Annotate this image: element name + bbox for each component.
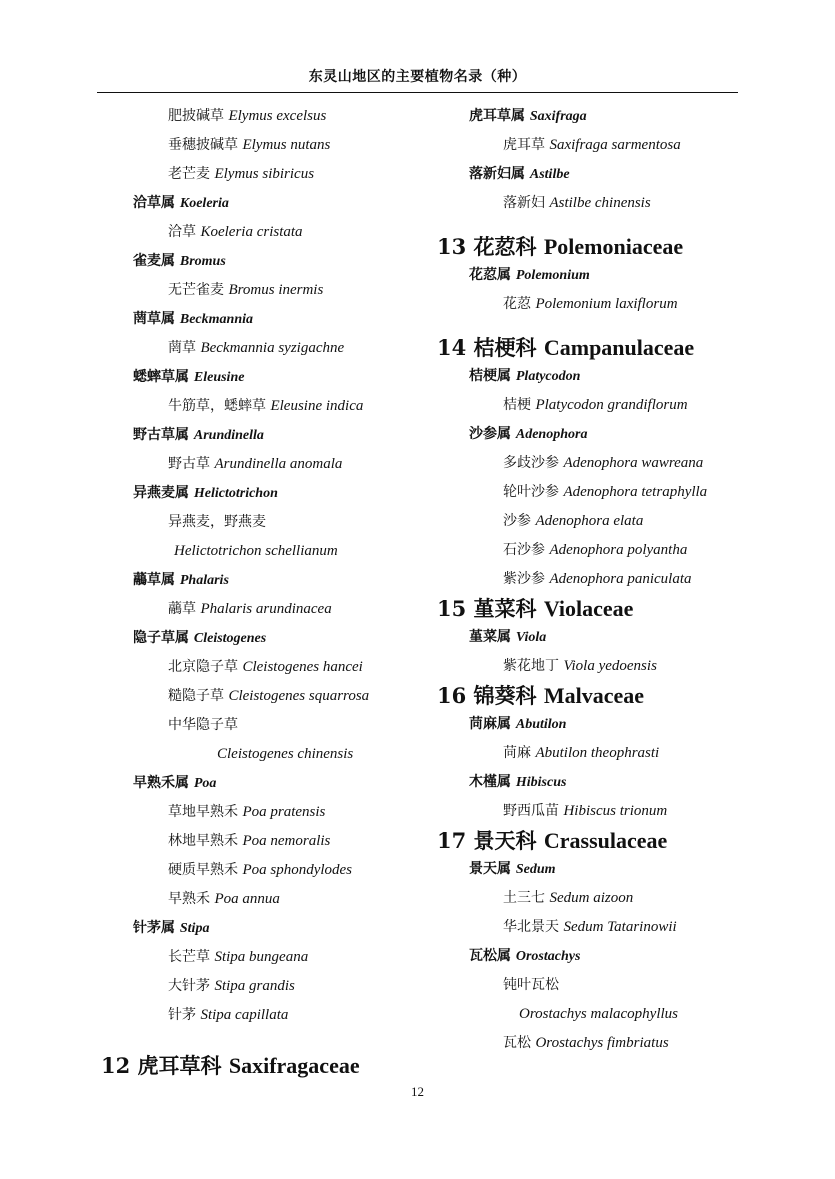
species-entry	[437, 739, 757, 768]
species-entry	[133, 827, 433, 856]
section-gap	[437, 319, 757, 333]
family-name-en: Polemoniaceae	[543, 234, 684, 259]
name-cn: 虎耳草属	[469, 108, 525, 124]
name-latin: Stipa capillata	[200, 1007, 289, 1023]
name-latin: Poa annua	[214, 891, 280, 907]
name-cn: 沙参	[503, 513, 531, 529]
species-entry	[133, 334, 433, 363]
genus-heading	[437, 768, 757, 797]
latin-continuation	[133, 740, 433, 769]
name-latin: Adenophora	[515, 427, 588, 442]
genus-heading	[437, 623, 757, 652]
genus-heading	[437, 710, 757, 739]
name-cn: 雀麦属	[133, 253, 175, 269]
name-cn: 异燕麦属	[133, 485, 189, 501]
species-entry	[437, 971, 757, 1000]
name-cn: 大针茅	[168, 978, 210, 994]
genus-heading	[133, 566, 433, 595]
name-cn: 虉草属	[133, 572, 175, 588]
name-latin: Saxifraga	[529, 109, 587, 124]
species-entry	[437, 478, 757, 507]
family-name-cn: 景天科	[473, 828, 537, 853]
name-cn: 无芒雀麦	[168, 282, 224, 298]
name-latin: Elymus nutans	[242, 137, 331, 153]
name-latin: Helictotrichon schellianum	[174, 543, 338, 559]
name-cn: 华北景天	[503, 919, 559, 935]
name-latin: Adenophora wawreana	[563, 455, 704, 471]
name-cn: 异燕麦，野燕麦	[168, 514, 266, 530]
species-entry	[133, 856, 433, 885]
family-heading	[437, 594, 757, 623]
genus-heading	[437, 855, 757, 884]
name-cn: 糙隐子草	[168, 688, 224, 704]
name-cn: 紫花地丁	[503, 658, 559, 674]
species-entry	[437, 449, 757, 478]
name-cn: 轮叶沙参	[503, 484, 559, 500]
name-latin: Stipa	[179, 921, 210, 936]
left-column	[133, 102, 433, 1030]
name-latin: Stipa bungeana	[214, 949, 309, 965]
name-cn: 牛筋草，蟋蟀草	[168, 398, 266, 414]
name-latin: Phalaris	[179, 573, 229, 588]
name-latin: Adenophora tetraphylla	[563, 484, 708, 500]
name-latin: Phalaris arundinacea	[200, 601, 332, 617]
species-entry	[437, 189, 757, 218]
name-latin: Poa nemoralis	[242, 833, 331, 849]
species-entry	[133, 102, 433, 131]
name-latin: Orostachys malacophyllus	[519, 1006, 679, 1022]
name-cn: 洽草属	[133, 195, 175, 211]
name-cn: 虉草	[168, 601, 196, 617]
name-cn: 土三七	[503, 890, 545, 906]
species-entry	[437, 652, 757, 681]
family-heading-12	[101, 1051, 360, 1080]
genus-heading	[133, 914, 433, 943]
name-latin: Cleistogenes squarrosa	[228, 688, 370, 704]
name-latin: Poa pratensis	[242, 804, 326, 820]
name-latin: Adenophora elata	[535, 513, 644, 529]
family-name-en: Saxifragaceae	[228, 1053, 360, 1078]
name-latin: Cleistogenes chinensis	[217, 746, 354, 762]
name-latin: Viola	[515, 630, 547, 645]
name-cn: 北京隐子草	[168, 659, 238, 675]
name-cn: 堇菜属	[469, 629, 511, 645]
name-latin: Bromus inermis	[228, 282, 324, 298]
name-latin: Koeleria	[179, 196, 229, 211]
page-header-title: 东灵山地区的主要植物名录（种）	[308, 69, 527, 85]
name-cn: 多歧沙参	[503, 455, 559, 471]
name-latin: Cleistogenes	[193, 631, 267, 646]
name-cn: 垂穗披碱草	[168, 137, 238, 153]
family-number: 14	[437, 335, 467, 360]
name-latin: Sedum Tatarinowii	[563, 919, 677, 935]
name-latin: Saxifraga sarmentosa	[549, 137, 681, 153]
name-latin: Platycodon	[515, 369, 581, 384]
name-cn: 针茅	[168, 1007, 196, 1023]
name-cn: 野古草	[168, 456, 210, 472]
genus-heading	[133, 479, 433, 508]
species-entry	[133, 450, 433, 479]
name-latin: Astilbe	[529, 167, 570, 182]
family-name-cn: 锦葵科	[473, 683, 537, 708]
family-heading	[437, 333, 757, 362]
latin-continuation	[437, 1000, 757, 1029]
name-latin: Beckmannia	[179, 312, 253, 327]
name-cn: 早熟禾属	[133, 775, 189, 791]
family-number: 17	[437, 828, 467, 853]
name-cn: 紫沙参	[503, 571, 545, 587]
genus-heading	[437, 160, 757, 189]
genus-heading	[133, 247, 433, 276]
species-entry	[133, 653, 433, 682]
latin-continuation	[133, 537, 433, 566]
species-entry	[437, 290, 757, 319]
name-latin: Orostachys	[515, 949, 581, 964]
name-latin: Arundinella	[193, 428, 264, 443]
name-latin: Helictotrichon	[193, 486, 278, 501]
name-latin: Polemonium laxiflorum	[535, 296, 678, 312]
name-latin: Eleusine	[193, 370, 245, 385]
page-number: 12	[411, 1084, 424, 1099]
family-number: 15	[437, 596, 467, 621]
species-entry	[437, 913, 757, 942]
family-name-cn: 桔梗科	[473, 335, 537, 360]
species-entry	[133, 595, 433, 624]
name-cn: 花荵属	[469, 267, 511, 283]
family-number: 13	[437, 234, 467, 259]
species-entry	[133, 885, 433, 914]
name-latin: Adenophora paniculata	[549, 571, 692, 587]
species-entry	[437, 1029, 757, 1058]
species-entry	[437, 131, 757, 160]
species-entry	[133, 798, 433, 827]
name-latin: Cleistogenes hancei	[242, 659, 363, 675]
family-heading	[437, 232, 757, 261]
name-cn: 针茅属	[133, 920, 175, 936]
species-entry	[133, 276, 433, 305]
right-column	[437, 102, 757, 1058]
genus-heading	[133, 305, 433, 334]
name-latin: Poa	[193, 776, 217, 791]
species-entry	[437, 565, 757, 594]
name-latin: Koeleria cristata	[200, 224, 303, 240]
species-entry	[133, 943, 433, 972]
name-cn: 草地早熟禾	[168, 804, 238, 820]
name-cn: 硬质早熟禾	[168, 862, 238, 878]
name-cn: 虎耳草	[503, 137, 545, 153]
species-entry	[133, 131, 433, 160]
name-cn: 洽草	[168, 224, 196, 240]
family-name-cn: 花荵科	[473, 234, 537, 259]
name-cn: 落新妇属	[469, 166, 525, 182]
header-rule	[97, 92, 738, 93]
name-latin: Hibiscus trionum	[563, 803, 668, 819]
genus-heading	[437, 261, 757, 290]
species-entry	[437, 507, 757, 536]
name-latin: Beckmannia syzigachne	[200, 340, 345, 356]
name-latin: Eleusine indica	[270, 398, 364, 414]
name-latin: Elymus excelsus	[228, 108, 327, 124]
name-latin: Platycodon grandiflorum	[535, 397, 688, 413]
name-latin: Abutilon	[515, 717, 567, 732]
family-name-cn: 堇菜科	[473, 596, 537, 621]
species-entry	[133, 392, 433, 421]
name-latin: Poa sphondylodes	[242, 862, 353, 878]
name-latin: Sedum	[515, 862, 556, 877]
genus-heading	[133, 363, 433, 392]
family-name-en: Crassulaceae	[543, 828, 668, 853]
genus-heading	[133, 421, 433, 450]
name-latin: Viola yedoensis	[563, 658, 657, 674]
name-latin: Elymus sibiricus	[214, 166, 315, 182]
name-cn: 沙参属	[469, 426, 511, 442]
name-cn: 长芒草	[168, 949, 210, 965]
family-heading	[437, 826, 757, 855]
name-cn: 早熟禾	[168, 891, 210, 907]
genus-heading	[437, 420, 757, 449]
name-latin: Hibiscus	[515, 775, 567, 790]
family-name-en: Violaceae	[543, 596, 634, 621]
family-name-en: Campanulaceae	[543, 335, 695, 360]
species-entry	[133, 508, 433, 537]
name-latin: Sedum aizoon	[549, 890, 634, 906]
family-name-cn: 虎耳草科	[137, 1053, 222, 1078]
species-entry	[133, 218, 433, 247]
name-cn: 瓦松	[503, 1035, 531, 1051]
family-heading	[437, 681, 757, 710]
name-cn: 老芒麦	[168, 166, 210, 182]
name-latin: Abutilon theophrasti	[535, 745, 660, 761]
name-latin: Polemonium	[515, 268, 590, 283]
genus-heading	[437, 362, 757, 391]
name-cn: 隐子草属	[133, 630, 189, 646]
name-cn: 中华隐子草	[168, 717, 238, 733]
species-entry	[133, 1001, 433, 1030]
name-cn: 桔梗	[503, 397, 531, 413]
species-entry	[437, 536, 757, 565]
name-latin: Astilbe chinensis	[549, 195, 651, 211]
name-cn: 林地早熟禾	[168, 833, 238, 849]
species-entry	[437, 797, 757, 826]
genus-heading	[437, 102, 757, 131]
species-entry	[133, 711, 433, 740]
species-entry	[133, 682, 433, 711]
name-cn: 野古草属	[133, 427, 189, 443]
name-cn: 蟋蟀草属	[133, 369, 189, 385]
genus-heading	[133, 624, 433, 653]
name-cn: 景天属	[469, 861, 511, 877]
name-cn: 野西瓜苗	[503, 803, 559, 819]
section-gap	[437, 218, 757, 232]
name-latin: Arundinella anomala	[214, 456, 343, 472]
name-latin: Orostachys fimbriatus	[535, 1035, 669, 1051]
name-cn: 肥披碱草	[168, 108, 224, 124]
species-entry	[133, 160, 433, 189]
name-cn: 花荵	[503, 296, 531, 312]
species-entry	[133, 972, 433, 1001]
family-number: 16	[437, 683, 467, 708]
name-cn: 菵草属	[133, 311, 175, 327]
genus-heading	[133, 769, 433, 798]
name-cn: 钝叶瓦松	[503, 977, 559, 993]
name-cn: 石沙参	[503, 542, 545, 558]
species-entry	[437, 884, 757, 913]
name-cn: 桔梗属	[469, 368, 511, 384]
name-cn: 木槿属	[469, 774, 511, 790]
name-cn: 苘麻	[503, 745, 531, 761]
genus-heading	[437, 942, 757, 971]
species-entry	[437, 391, 757, 420]
name-cn: 瓦松属	[469, 948, 511, 964]
name-latin: Adenophora polyantha	[549, 542, 688, 558]
name-cn: 苘麻属	[469, 716, 511, 732]
family-number: 12	[101, 1053, 131, 1078]
genus-heading	[133, 189, 433, 218]
family-name-en: Malvaceae	[543, 683, 645, 708]
name-cn: 落新妇	[503, 195, 545, 211]
name-latin: Stipa grandis	[214, 978, 295, 994]
name-latin: Bromus	[179, 254, 226, 269]
name-cn: 菵草	[168, 340, 196, 356]
